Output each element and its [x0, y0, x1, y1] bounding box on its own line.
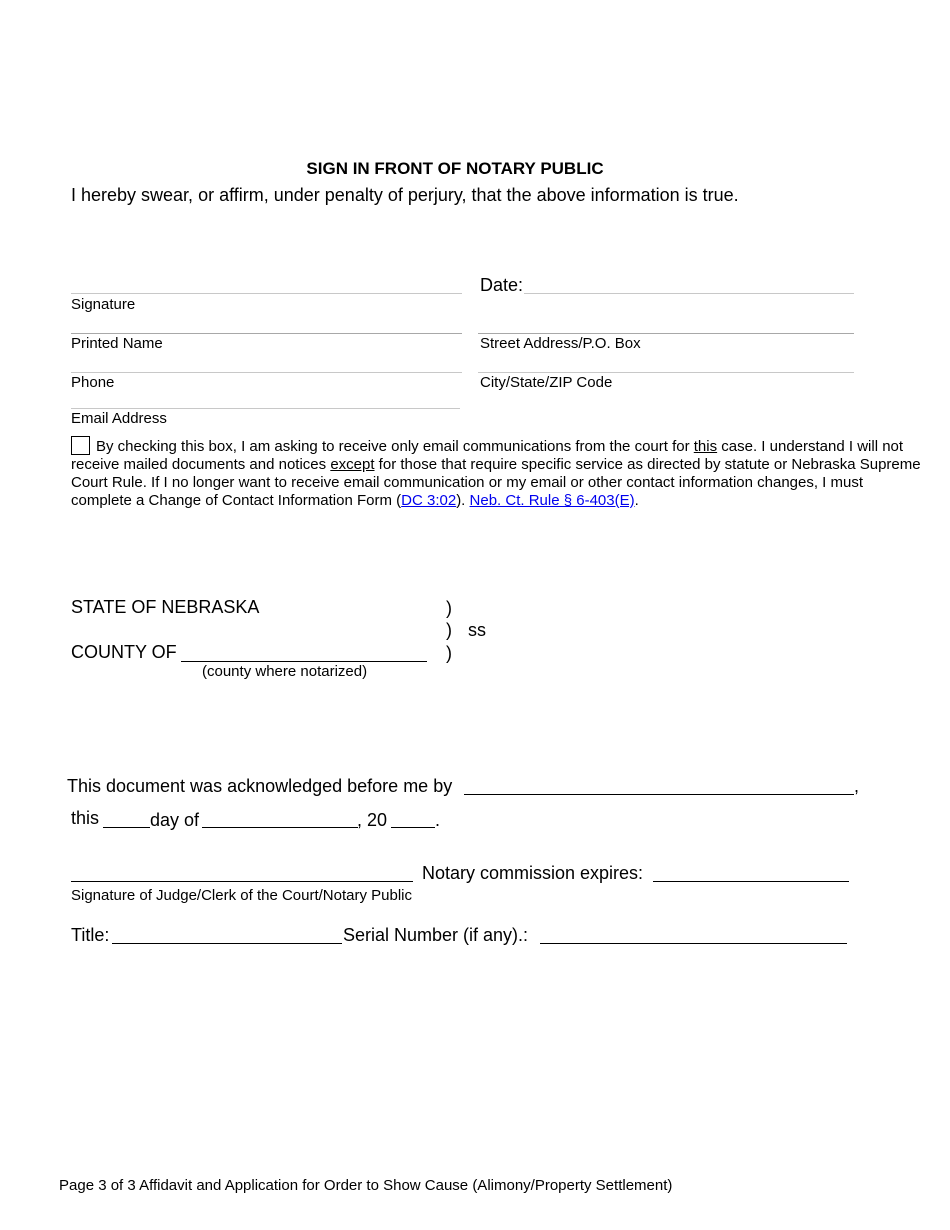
year-line[interactable]	[391, 827, 435, 828]
email-consent	[71, 436, 921, 510]
signature-label: Signature	[71, 296, 136, 313]
notary-signature-line[interactable]	[71, 881, 413, 882]
email-label: Email Address	[71, 410, 167, 427]
phone-line[interactable]	[71, 372, 462, 373]
page-title: SIGN IN FRONT OF NOTARY PUBLIC	[306, 159, 604, 178]
notary-signature-label: Signature of Judge/Clerk of the Court/Notary Public	[71, 887, 413, 904]
form-dc-3-02-link[interactable]: DC 3:02	[401, 492, 457, 509]
email-line[interactable]	[71, 408, 460, 409]
court-rule-link[interactable]: Neb. Ct. Rule § 6-403(E)	[469, 492, 635, 509]
commission-expires-label: Notary commission expires:	[422, 863, 644, 883]
date-label: Date:	[480, 275, 524, 295]
county-line[interactable]	[181, 661, 427, 662]
acknowledgment-text: This document was acknowledged before me by	[67, 776, 453, 796]
consent-text: for those that require specific service as directed by statute or Nebraska Supreme Court Rule. If I no longer want to receive email communication or my email or other contact information changes, I must complete a Change of Contact Information Form (	[71, 456, 921, 509]
street-address-label: Street Address/P.O. Box	[480, 335, 641, 352]
serial-number-label: Serial Number (if any).:	[343, 925, 529, 945]
consent-text: ).	[456, 492, 470, 509]
consent-text: By checking this box, I am asking to receive only email communications from the court for	[96, 438, 694, 455]
consent-text: case. I understand I will not receive mailed documents and notices	[71, 438, 904, 473]
title-line[interactable]	[112, 943, 342, 944]
county-label: COUNTY OF	[71, 642, 177, 662]
day-of-label: day of	[150, 810, 200, 830]
consent-emphasis-this: this	[693, 438, 718, 455]
ss-label: ss	[468, 620, 486, 640]
venue-paren: )	[446, 598, 452, 618]
venue-paren: )	[446, 620, 452, 640]
email-only-checkbox[interactable]	[71, 436, 90, 455]
title-label: Title:	[71, 925, 110, 945]
county-hint: (county where notarized)	[202, 663, 368, 680]
street-address-line[interactable]	[478, 333, 854, 334]
printed-name-line[interactable]	[71, 333, 462, 334]
commission-expires-line[interactable]	[653, 881, 849, 882]
this-label: this	[71, 808, 100, 828]
printed-name-label: Printed Name	[71, 335, 163, 352]
month-line[interactable]	[202, 827, 358, 828]
day-line[interactable]	[103, 827, 150, 828]
acknowledgment-comma: ,	[854, 776, 860, 796]
year-prefix: , 20	[357, 810, 388, 830]
city-state-zip-label: City/State/ZIP Code	[480, 374, 613, 391]
oath-statement: I hereby swear, or affirm, under penalty of perjury, that the above information is true.	[71, 185, 739, 205]
date-line[interactable]	[524, 293, 854, 294]
page-footer: Page 3 of 3 Affidavit and Application for Order to Show Cause (Alimony/Property Settlement)	[59, 1177, 673, 1194]
serial-number-line[interactable]	[540, 943, 847, 944]
signature-line[interactable]	[71, 293, 462, 294]
consent-emphasis-except: except	[330, 456, 375, 473]
acknowledged-by-line[interactable]	[464, 794, 854, 795]
state-label: STATE OF NEBRASKA	[71, 597, 260, 617]
city-state-zip-line[interactable]	[478, 372, 854, 373]
consent-text: .	[634, 492, 639, 509]
venue-paren: )	[446, 643, 452, 663]
ack-period: .	[435, 810, 441, 830]
phone-label: Phone	[71, 374, 115, 391]
